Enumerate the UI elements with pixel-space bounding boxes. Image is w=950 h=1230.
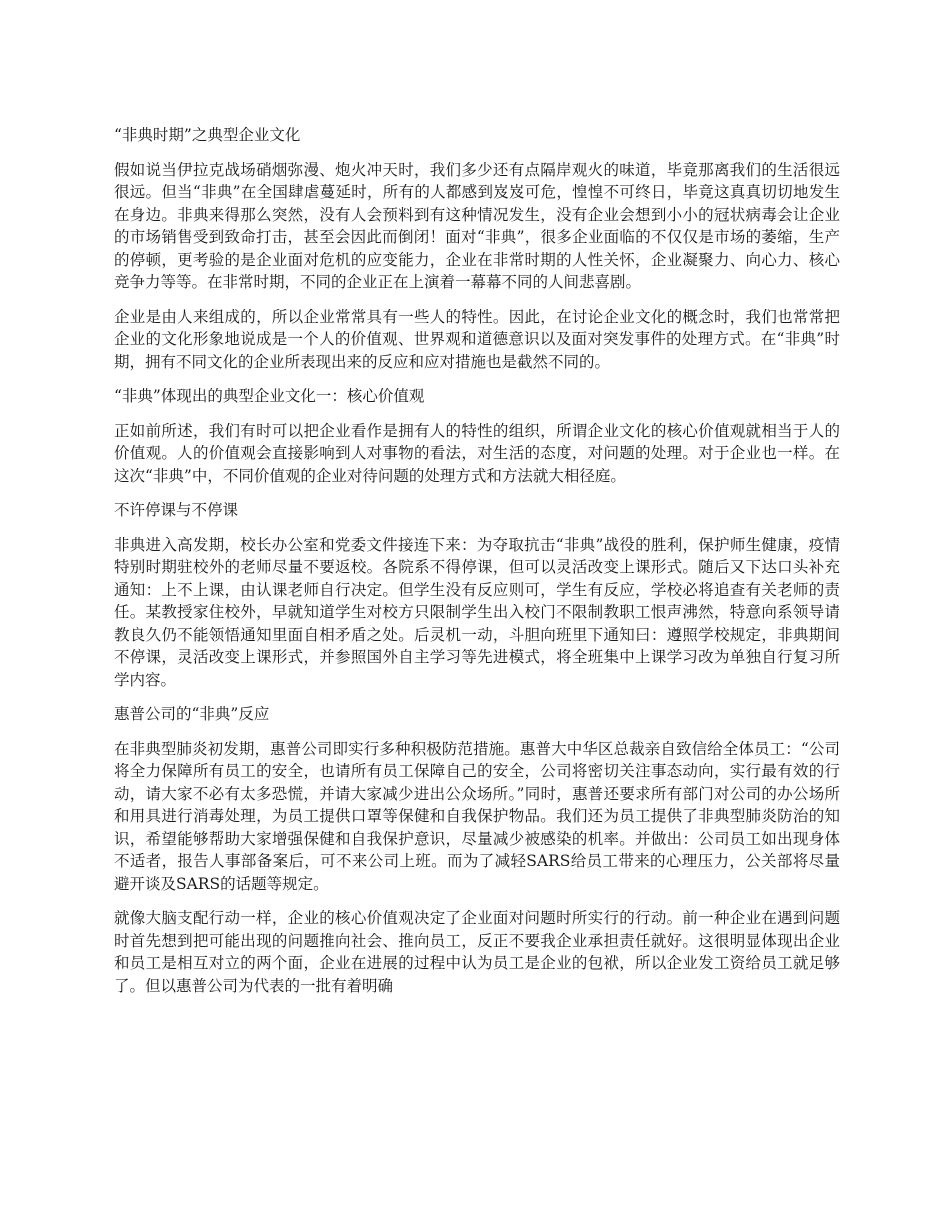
document-title: “非典时期”之典型企业文化	[114, 126, 301, 144]
intro-paragraph: 假如说当伊拉克战场硝烟弥漫、炮火冲天时，我们多少还有点隔岸观火的味道，毕竟那离我们的生活很远很远。但当“非典”在全国肆虐蔓延时，所有的人都感到岌岌可危，惶惶不可终日，毕竟这真真切切地发生在身边。非典来得那么突然，没有人会预料到有这种情况发生，没有企业会想到小小的冠状病毒会让企业的市场销售受到致命打击，甚至会因此而倒闭！面对“非典”，很多企业面临的不仅仅是市场的萎缩，生产的停顿，更考验的是企业面对危机的应变能力，企业在非常时期的人性关怀，企业凝聚力、向心力、核心竞争力等等。在非常时期，不同的企业正在上演着一幕幕不同的人间悲喜剧。	[114, 160, 840, 291]
classes-paragraph: 非典进入高发期，校长办公室和党委文件接连下来：为夺取抗击“非典”战役的胜利，保护师生健康，疫情特别时期驻校外的老师尽量不要返校。各院系不得停课，但可以灵活改变上课形式。随后又下达口头补充通知：上不上课，由认课老师自行决定。但学生没有反应则可，学生有反应，学校必将追查有关老师的责任。某教授家住校外，早就知道学生对校方只限制学生出入校门不限制教职工恨声沸然，特意向系领导请教良久仍不能领悟通知里面自相矛盾之处。后灵机一动，斗胆向班里下通知曰：遵照学校规定，非典期间不停课，灵活改变上课形式，并参照国外自主学习等先进模式，将全班集中上课学习改为单独自行复习所学内容。	[114, 535, 840, 689]
closing-paragraph: 就像大脑支配行动一样，企业的核心价值观决定了企业面对问题时所实行的行动。前一种企业在遇到问题时首先想到把可能出现的问题推向社会、推向员工，反正不要我企业承担责任就好。这很明显体现出企业和员工是相互对立的两个面，企业在进展的过程中认为员工是企业的包袱，所以企业发工资给员工就足够了。但以惠普公司为代表的一批有着明确	[114, 909, 840, 995]
document-page	[114, 124, 840, 1009]
concept-paragraph: 企业是由人来组成的，所以企业常常具有一些人的特性。因此，在讨论企业文化的概念时，我们也常常把企业的文化形象地说成是一个人的价值观、世界观和道德意识以及面对突发事件的处理方式。在“非典”时期，拥有不同文化的企业所表现出来的反应和应对措施也是截然不同的。	[114, 307, 840, 371]
section-heading-core-values: “非典”体现出的典型企业文化一：核心价值观	[114, 387, 425, 405]
hp-paragraph: 在非典型肺炎初发期，惠普公司即实行多种积极防范措施。惠普大中华区总裁亲自致信给全体员工：“公司将全力保障所有员工的安全，也请所有员工保障自己的安全，公司将密切关注事态动向，实行最有效的行动，请大家不必有太多恐慌，并请大家减少进出公众场所。”同时，惠普还要求所有部门对公司的办公场所和用具进行消毒处理，为员工提供口罩等保健和自我保护物品。我们还为员工提供了非典型肺炎防治的知识，希望能够帮助大家增强保健和自我保护意识，尽量减少被感染的机率。并做出：公司员工如出现身体不适者，报告人事部备案后，可不来公司上班。而为了减轻SARS给员工带来的心理压力，公关部将尽量避开谈及SARS的话题等规定。	[114, 739, 840, 893]
core-values-paragraph: 正如前所述，我们有时可以把企业看作是拥有人的特性的组织，所谓企业文化的核心价值观就相当于人的价值观。人的价值观会直接影响到人对事物的看法，对生活的态度，对问题的处理。对于企业也一样。在这次“非典”中，不同价值观的企业对待问题的处理方式和方法就大相径庭。	[114, 421, 840, 485]
subsection-heading-hp: 惠普公司的“非典”反应	[114, 705, 270, 723]
subsection-heading-classes: 不许停课与不停课	[114, 501, 239, 519]
